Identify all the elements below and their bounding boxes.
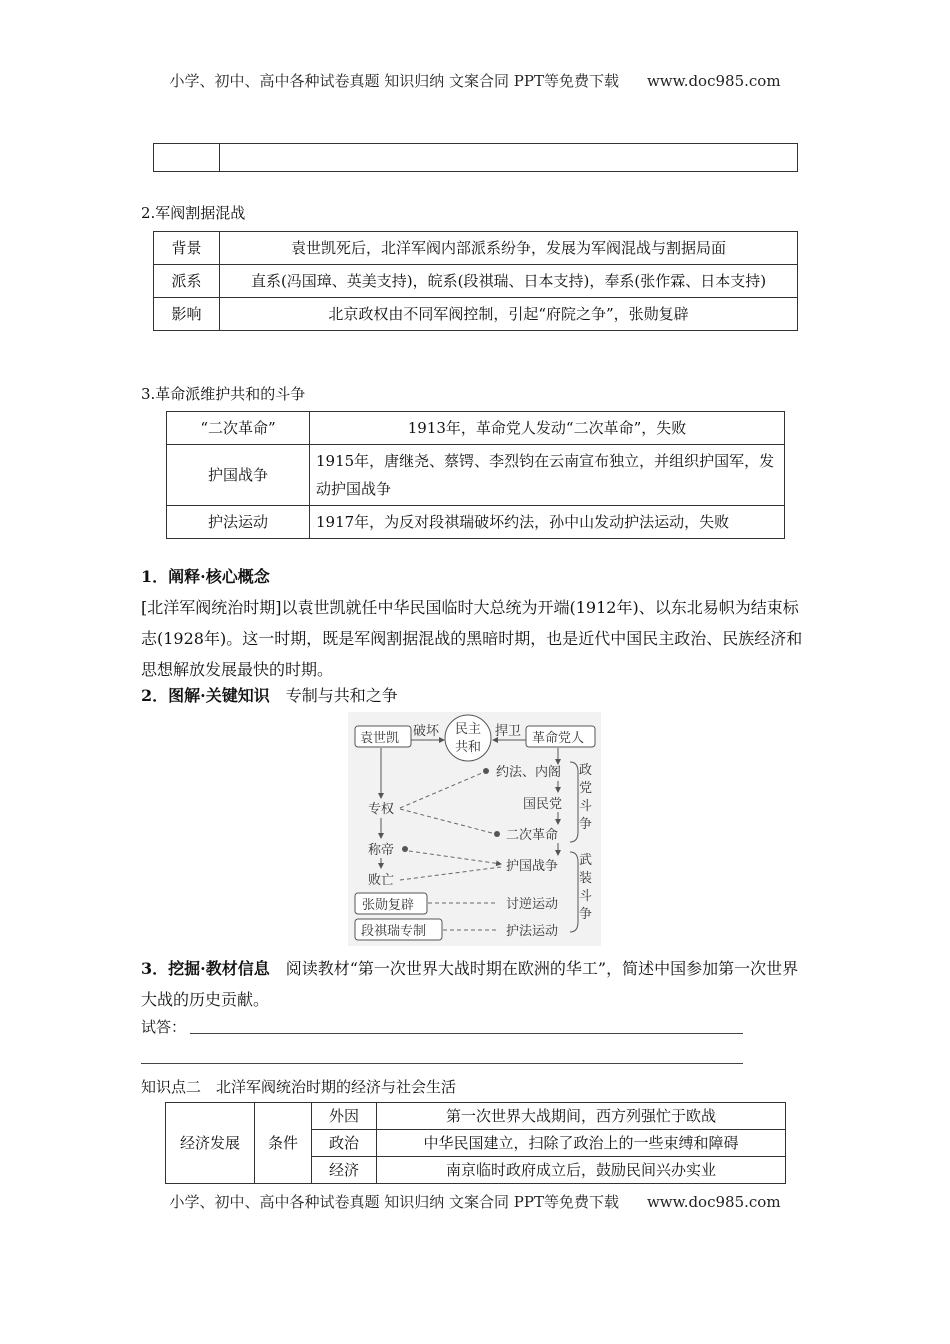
zd-char: 政	[579, 763, 593, 778]
key-knowledge-label: 2．图解·关键知识	[141, 686, 270, 705]
row-value: 中华民国建立，扫除了政治上的一些束缚和障碍	[377, 1130, 786, 1157]
duan-label: 段祺瑞专制	[361, 924, 427, 939]
row-key: “二次革命”	[167, 412, 310, 445]
row-value: 南京临时政府成立后，鼓励民间兴办实业	[377, 1157, 786, 1184]
page-header	[0, 70, 950, 91]
row-key: 护法运动	[167, 506, 310, 539]
section-title: 2.军阀割据混战	[141, 204, 246, 222]
section-title: 3.革命派维护共和的斗争	[141, 385, 306, 403]
yuefa-dot	[483, 768, 489, 774]
top-table-fragment	[153, 143, 798, 172]
textbook-info	[141, 953, 811, 1015]
democracy-label-1: 民主	[455, 722, 482, 737]
economy-table	[165, 1102, 786, 1184]
chengdi-dot	[402, 846, 408, 852]
row-key: 背景	[154, 232, 220, 265]
row-value: 第一次世界大战期间，西方列强忙于欧战	[377, 1103, 786, 1130]
taoni-label: 讨逆运动	[506, 897, 559, 912]
wz-char: 装	[579, 871, 593, 886]
header-text: 小学、初中、高中各种试卷真题 知识归纳 文案合同 PPT等免费下载	[169, 72, 619, 90]
footer-text: 小学、初中、高中各种试卷真题 知识归纳 文案合同 PPT等免费下载	[169, 1193, 619, 1211]
row-value: 1913年，革命党人发动“二次革命”，失败	[310, 412, 785, 445]
zd-char: 斗	[579, 799, 593, 814]
table-row	[154, 232, 798, 265]
gmd-label: 国民党	[523, 797, 563, 812]
answer-line[interactable]	[141, 1063, 743, 1064]
row-value: 北京政权由不同军阀控制，引起“府院之争”，张勋复辟	[220, 298, 798, 331]
armed-struggle-bracket	[570, 852, 578, 932]
wz-char: 武	[579, 853, 593, 868]
empty-cell	[220, 144, 798, 172]
second-label: 二次革命	[506, 828, 559, 843]
row-key: 影响	[154, 298, 220, 331]
hufa-label: 护法运动	[506, 924, 559, 939]
core-concept	[141, 561, 811, 685]
row-key: 护国战争	[167, 445, 310, 506]
key-knowledge	[141, 680, 811, 711]
header-site: www.doc985.com	[646, 72, 781, 90]
answer-label: 试答：	[141, 1018, 187, 1036]
subcategory-cell: 条件	[255, 1103, 312, 1184]
second-dot	[494, 831, 500, 837]
category-cell: 经济发展	[166, 1103, 255, 1184]
row-value: 1917年，为反对段祺瑞破坏约法，孙中山发动护法运动，失败	[310, 506, 785, 539]
table-row	[166, 1103, 786, 1130]
knowledge-point-title: 知识点二 北洋军阀统治时期的经济与社会生活	[141, 1078, 457, 1096]
textbook-info-body: 阅读教材“第一次世界大战时期在欧洲的华工”，简述中国参加第一次世界大战的历史贡献。	[141, 959, 799, 1009]
empty-cell	[154, 144, 220, 172]
revolution-table	[166, 411, 785, 539]
warlord-table	[153, 231, 798, 331]
core-concept-label: 1．阐释·核心概念	[141, 567, 270, 586]
textbook-info-label: 3．挖掘·教材信息	[141, 959, 270, 978]
row-value: 直系(冯国璋、英美支持)，皖系(段祺瑞、日本支持)，奉系(张作霖、日本支持)	[220, 265, 798, 298]
dash-chengdi-huguo	[409, 851, 501, 864]
democracy-label-2: 共和	[455, 740, 482, 755]
table-row	[167, 412, 785, 445]
row-key: 政治	[312, 1130, 377, 1157]
yuan-label: 袁世凯	[360, 731, 400, 746]
zd-char: 党	[579, 781, 593, 796]
core-concept-body: [北洋军阀统治时期]以袁世凯就任中华民国临时大总统为开端(1912年)、以东北易帜为结束标志(1928年)。这一时期，既是军阀割据混战的黑暗时期，也是近代中国民主政治、民族经济和思想解放发展最快的时期。	[141, 598, 803, 679]
wz-char: 斗	[579, 889, 593, 904]
defend-label: 捍卫	[495, 724, 522, 739]
row-value: 1915年，唐继尧、蔡锷、李烈钧在云南宣布独立，并组织护国军，发动护国战争	[310, 445, 785, 506]
wz-char: 争	[579, 907, 593, 922]
dash-zhuanquan-second	[400, 809, 492, 833]
row-key: 外因	[312, 1103, 377, 1130]
row-value: 袁世凯死后，北洋军阀内部派系纷争，发展为军阀混战与割据局面	[220, 232, 798, 265]
yuefa-label: 约法、内阁	[496, 765, 562, 780]
zhangxun-label: 张勋复辟	[362, 898, 415, 913]
revparty-label: 革命党人	[532, 731, 585, 746]
baiwang-label: 败亡	[368, 873, 395, 888]
row-key: 派系	[154, 265, 220, 298]
dash-baiwang-huguo	[400, 867, 501, 880]
zd-char: 争	[579, 817, 593, 832]
zhuanquan-label: 专权	[368, 802, 395, 817]
party-struggle-bracket	[570, 762, 578, 842]
huguo-label: 护国战争	[506, 859, 559, 874]
page-footer	[0, 1191, 950, 1212]
dash-zhuanquan-yuefa	[400, 773, 482, 808]
key-knowledge-sub: 专制与共和之争	[285, 686, 398, 705]
row-key: 经济	[312, 1157, 377, 1184]
table-row	[154, 298, 798, 331]
autocracy-republic-diagram	[348, 712, 601, 946]
footer-site: www.doc985.com	[646, 1193, 781, 1211]
chengdi-label: 称帝	[368, 843, 395, 858]
table-row	[167, 506, 785, 539]
destroy-label: 破坏	[413, 724, 440, 739]
table-row	[154, 265, 798, 298]
answer-line[interactable]	[190, 1033, 743, 1034]
table-row	[167, 445, 785, 506]
